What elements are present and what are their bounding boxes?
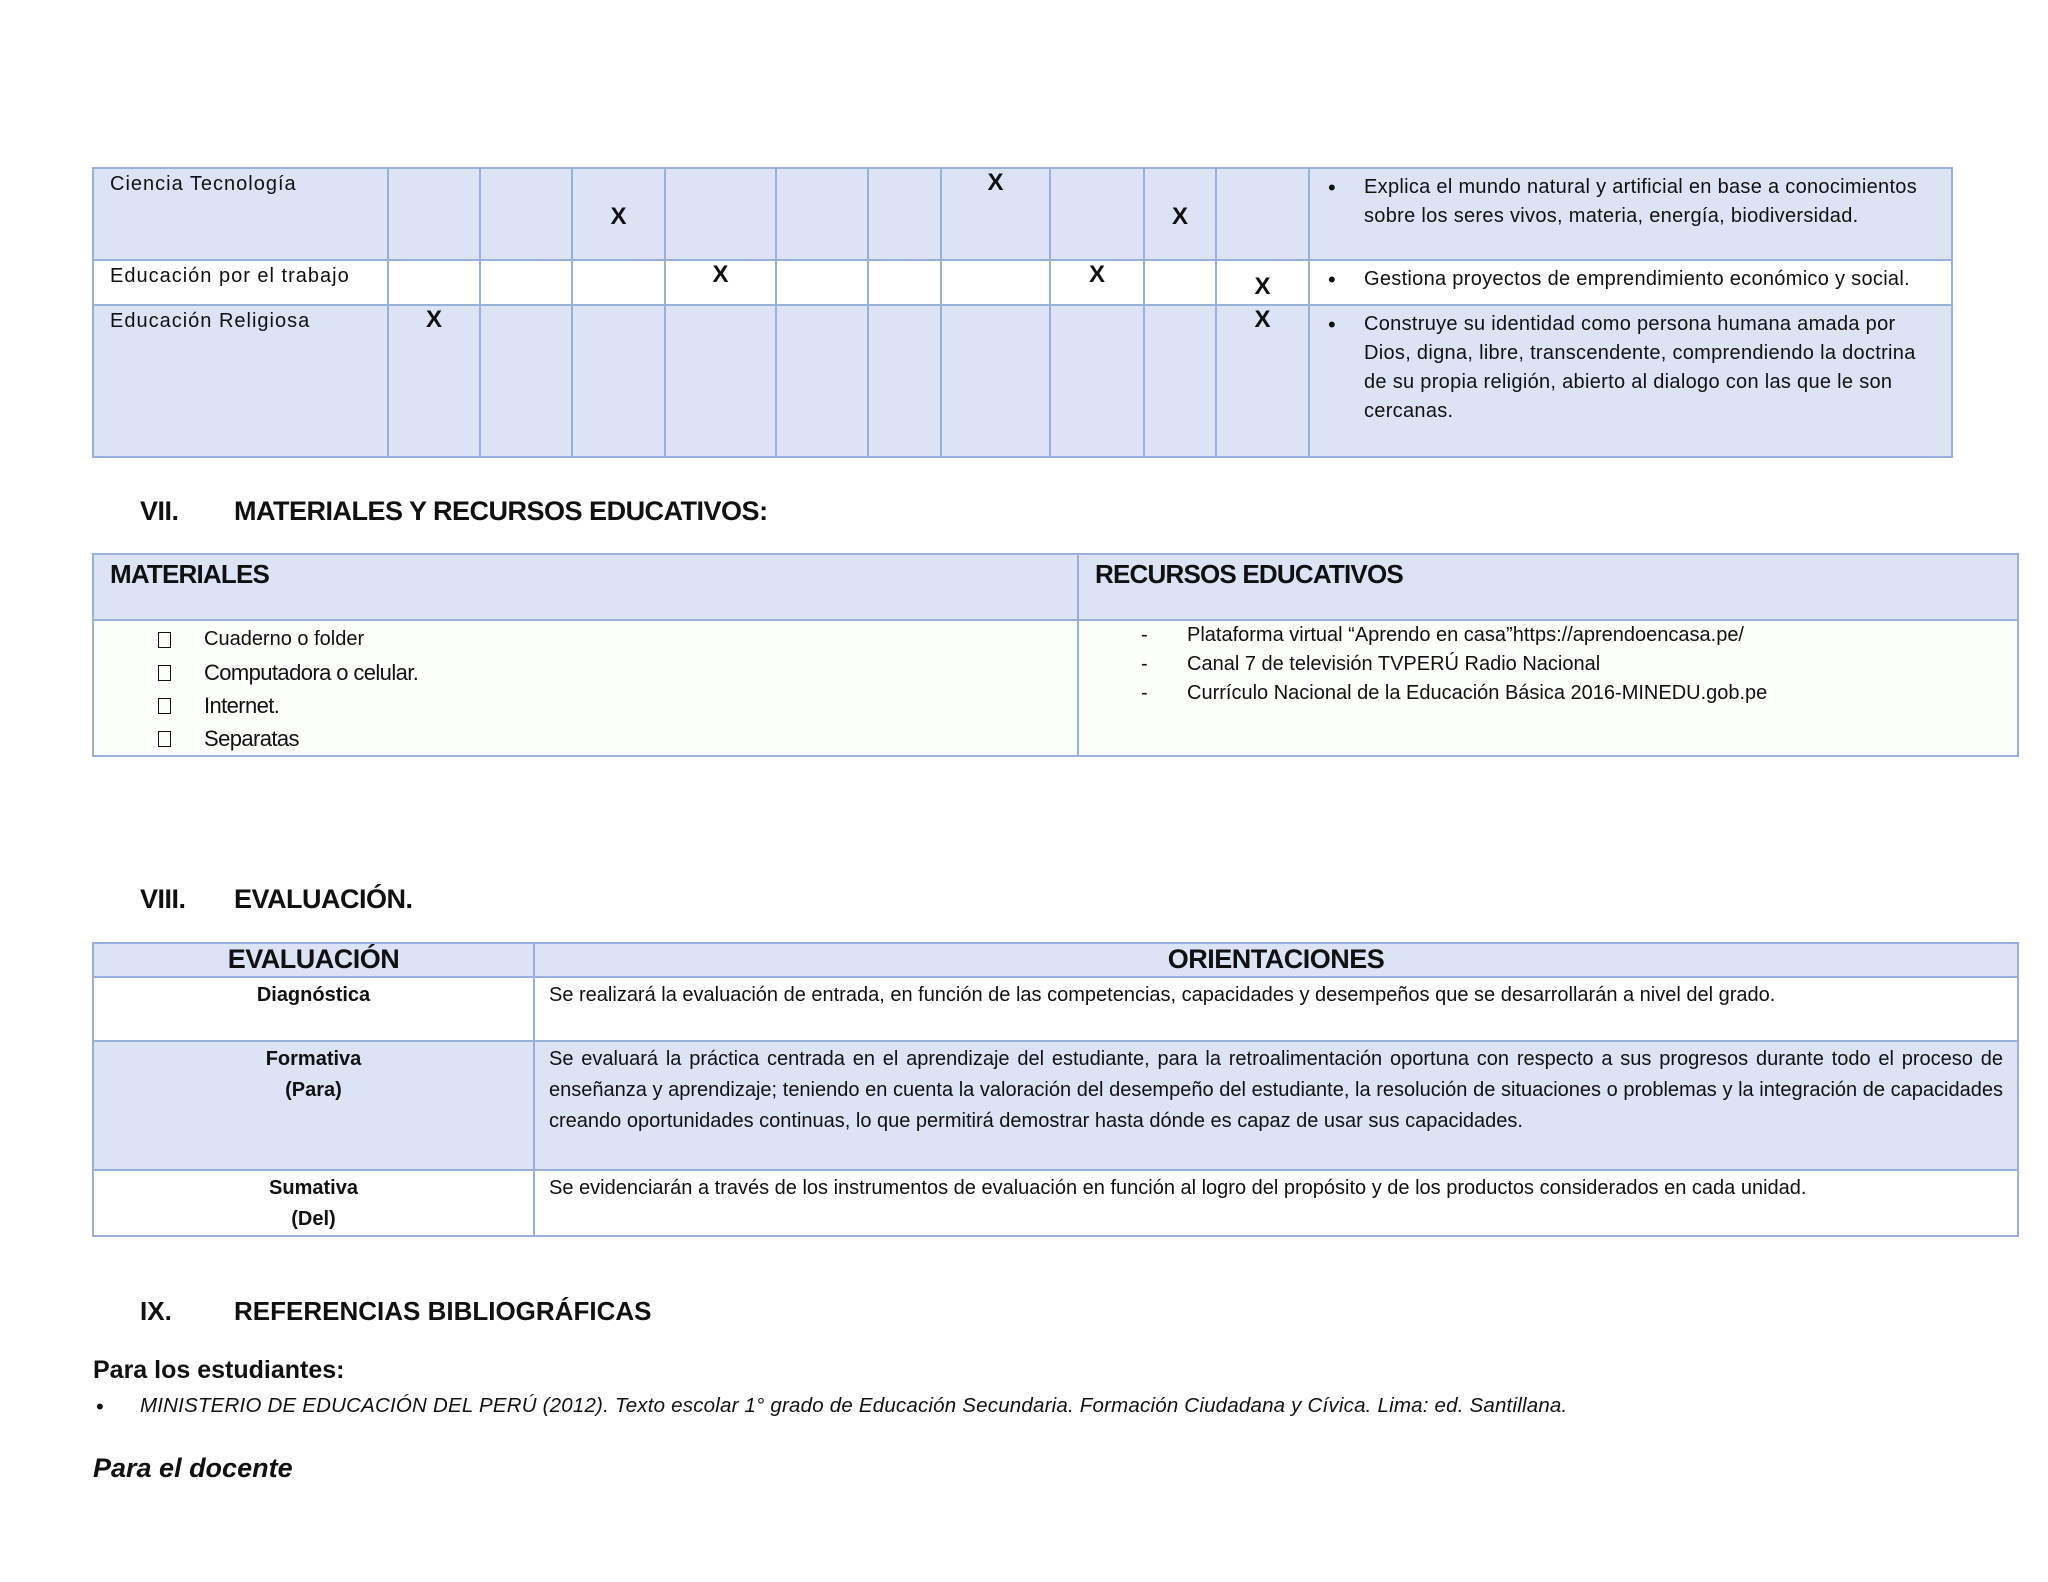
reference-item: • MINISTERIO DE EDUCACIÓN DEL PERÚ (2012). Texto escolar 1° grado de Educación Secundaria. Formación Ciudadana y Cívica. Lima: ed. Santillana. [140,1394,2020,1418]
resource-item: - Currículo Nacional de la Educación Básica 2016-MINEDU.gob.pe [1079,679,2017,708]
mark-cell [776,260,868,305]
mark-cell [1144,305,1216,457]
competency-description [1309,168,1952,260]
evaluation-table [92,942,2019,1237]
mark-cell [941,305,1050,457]
competency-table [92,167,1953,458]
checkbox-square-icon [158,698,171,714]
mark-cell [868,260,941,305]
mark-cell [480,168,572,260]
students-heading: Para los estudiantes: [93,1356,345,1384]
resource-item: - Plataforma virtual “Aprendo en casa”https://aprendoencasa.pe/ [1079,621,2017,650]
mark-cell [572,305,665,457]
evaluation-kind: Diagnóstica [93,977,534,1041]
section-number: VIII. [140,884,186,914]
section-number: VII. [140,496,179,526]
mark-cell [1050,305,1144,457]
evaluation-orientation: Se realizará la evaluación de entrada, en función de las competencias, capacidades y desempeños que se desarrollarán a nivel del grado. [534,977,2018,1041]
competency-description [1309,260,1952,305]
evaluation-kind: Formativa (Para) [93,1041,534,1170]
mark-cell [941,260,1050,305]
material-item: Internet. [94,689,1077,722]
competency-description [1309,305,1952,457]
mark-cell [480,260,572,305]
mark-cell: X [941,168,1050,260]
mark-cell [388,168,480,260]
mark-cell [868,168,941,260]
mark-cell [1050,168,1144,260]
mark-cell [1144,260,1216,305]
resources-header: RECURSOS EDUCATIVOS [1078,554,2018,620]
description-item: • Construye su identidad como persona humana amada por Dios, digna, libre, transcendente, comprendiendo la doctrina de su propia religión, abierto al dialogo con las que le son cercanas. [1364,310,1939,426]
orientations-column-header: ORIENTACIONES [534,943,2018,977]
competency-row [93,305,1952,457]
mark-cell [480,305,572,457]
section-heading-materials [140,496,1040,532]
evaluation-row [93,1041,2018,1170]
competency-row [93,260,1952,305]
mark-cell: X [665,260,776,305]
evaluation-row [93,1170,2018,1236]
resources-cell [1078,620,2018,756]
mark-cell: X [1050,260,1144,305]
materials-header: MATERIALES [93,554,1078,620]
resource-item: - Canal 7 de televisión TVPERÚ Radio Nacional [1079,650,2017,679]
mark-cell [1216,168,1309,260]
description-item: • Gestiona proyectos de emprendimiento económico y social. [1364,265,1939,294]
teacher-heading: Para el docente [93,1453,293,1483]
mark-cell: X [1216,260,1309,305]
mark-cell [665,305,776,457]
material-item: Computadora o celular. [94,656,1077,689]
area-name: Educación Religiosa [93,305,388,457]
competency-row [93,168,1952,260]
materials-table [92,553,2019,757]
mark-cell [665,168,776,260]
mark-cell: X [572,168,665,260]
mark-cell [388,260,480,305]
checkbox-square-icon [158,731,171,747]
evaluation-orientation: Se evidenciarán a través de los instrumentos de evaluación en función al logro del propósito y de los productos considerados en cada unidad. [534,1170,2018,1236]
mark-cell [776,305,868,457]
evaluation-row [93,977,2018,1041]
section-title: MATERIALES Y RECURSOS EDUCATIVOS: [234,496,768,526]
checkbox-square-icon [158,665,171,681]
mark-cell: X [388,305,480,457]
mark-cell [776,168,868,260]
section-title: REFERENCIAS BIBLIOGRÁFICAS [234,1296,652,1326]
section-heading-evaluation [140,884,1040,920]
section-title: EVALUACIÓN. [234,884,413,914]
section-heading-references [140,1296,1040,1332]
mark-cell: X [1144,168,1216,260]
mark-cell [572,260,665,305]
section-number: IX. [140,1296,172,1326]
materials-cell [93,620,1078,756]
mark-cell: X [1216,305,1309,457]
evaluation-column-header: EVALUACIÓN [93,943,534,977]
area-name: Ciencia Tecnología [93,168,388,260]
material-item: Separatas [94,722,1077,755]
description-item: • Explica el mundo natural y artificial en base a conocimientos sobre los seres vivos, materia, energía, biodiversidad. [1364,173,1939,231]
checkbox-square-icon [158,632,171,648]
evaluation-kind: Sumativa (Del) [93,1170,534,1236]
area-name: Educación por el trabajo [93,260,388,305]
evaluation-orientation: Se evaluará la práctica centrada en el aprendizaje del estudiante, para la retroalimentación oportuna con respecto a sus progresos durante todo el proceso de enseñanza y aprendizaje; teniendo en cuenta la valoración del desempeño del estudiante, la resolución de situaciones o problemas y la integración de capacidades creando oportunidades continuas, lo que permitirá demostrar hasta dónde es capaz de usar sus capacidades. [534,1041,2018,1170]
material-item: Cuaderno o folder [94,623,1077,656]
mark-cell [868,305,941,457]
